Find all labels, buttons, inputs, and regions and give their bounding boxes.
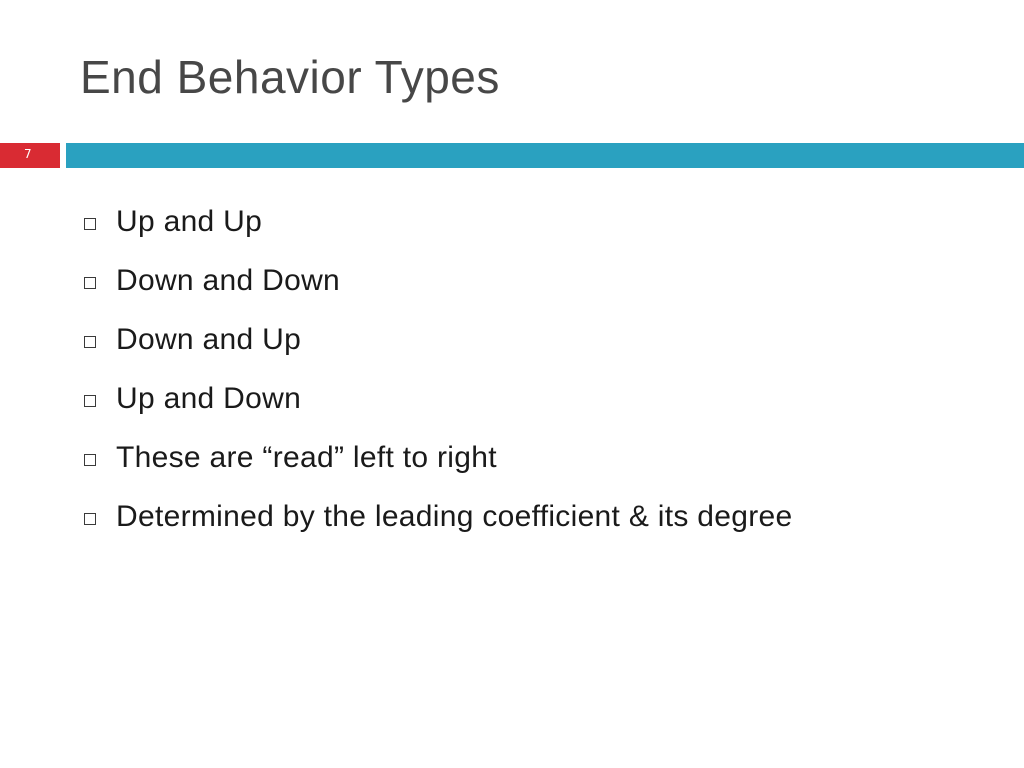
- list-item: [80, 192, 793, 251]
- bullet-text: Down and Up: [116, 322, 302, 356]
- square-bullet-icon: [84, 277, 96, 289]
- square-bullet-icon: [84, 513, 96, 525]
- bullet-text: Up and Up: [116, 204, 263, 238]
- list-item: [80, 251, 793, 310]
- list-item: [80, 428, 793, 487]
- bullet-list: [80, 192, 793, 546]
- list-item: [80, 487, 793, 546]
- slide-title: End Behavior Types: [80, 51, 500, 103]
- square-bullet-icon: [84, 454, 96, 466]
- bullet-text: These are “read” left to right: [116, 440, 497, 474]
- square-bullet-icon: [84, 395, 96, 407]
- bullet-text: Down and Down: [116, 263, 341, 297]
- accent-bar: [66, 143, 1024, 168]
- bullet-text: Determined by the leading coefficient & its degree: [116, 499, 793, 533]
- square-bullet-icon: [84, 218, 96, 230]
- list-item: [80, 369, 793, 428]
- slide-number: 7: [24, 147, 32, 161]
- list-item: [80, 310, 793, 369]
- slide-number-badge: [0, 143, 60, 168]
- bullet-text: Up and Down: [116, 381, 302, 415]
- square-bullet-icon: [84, 336, 96, 348]
